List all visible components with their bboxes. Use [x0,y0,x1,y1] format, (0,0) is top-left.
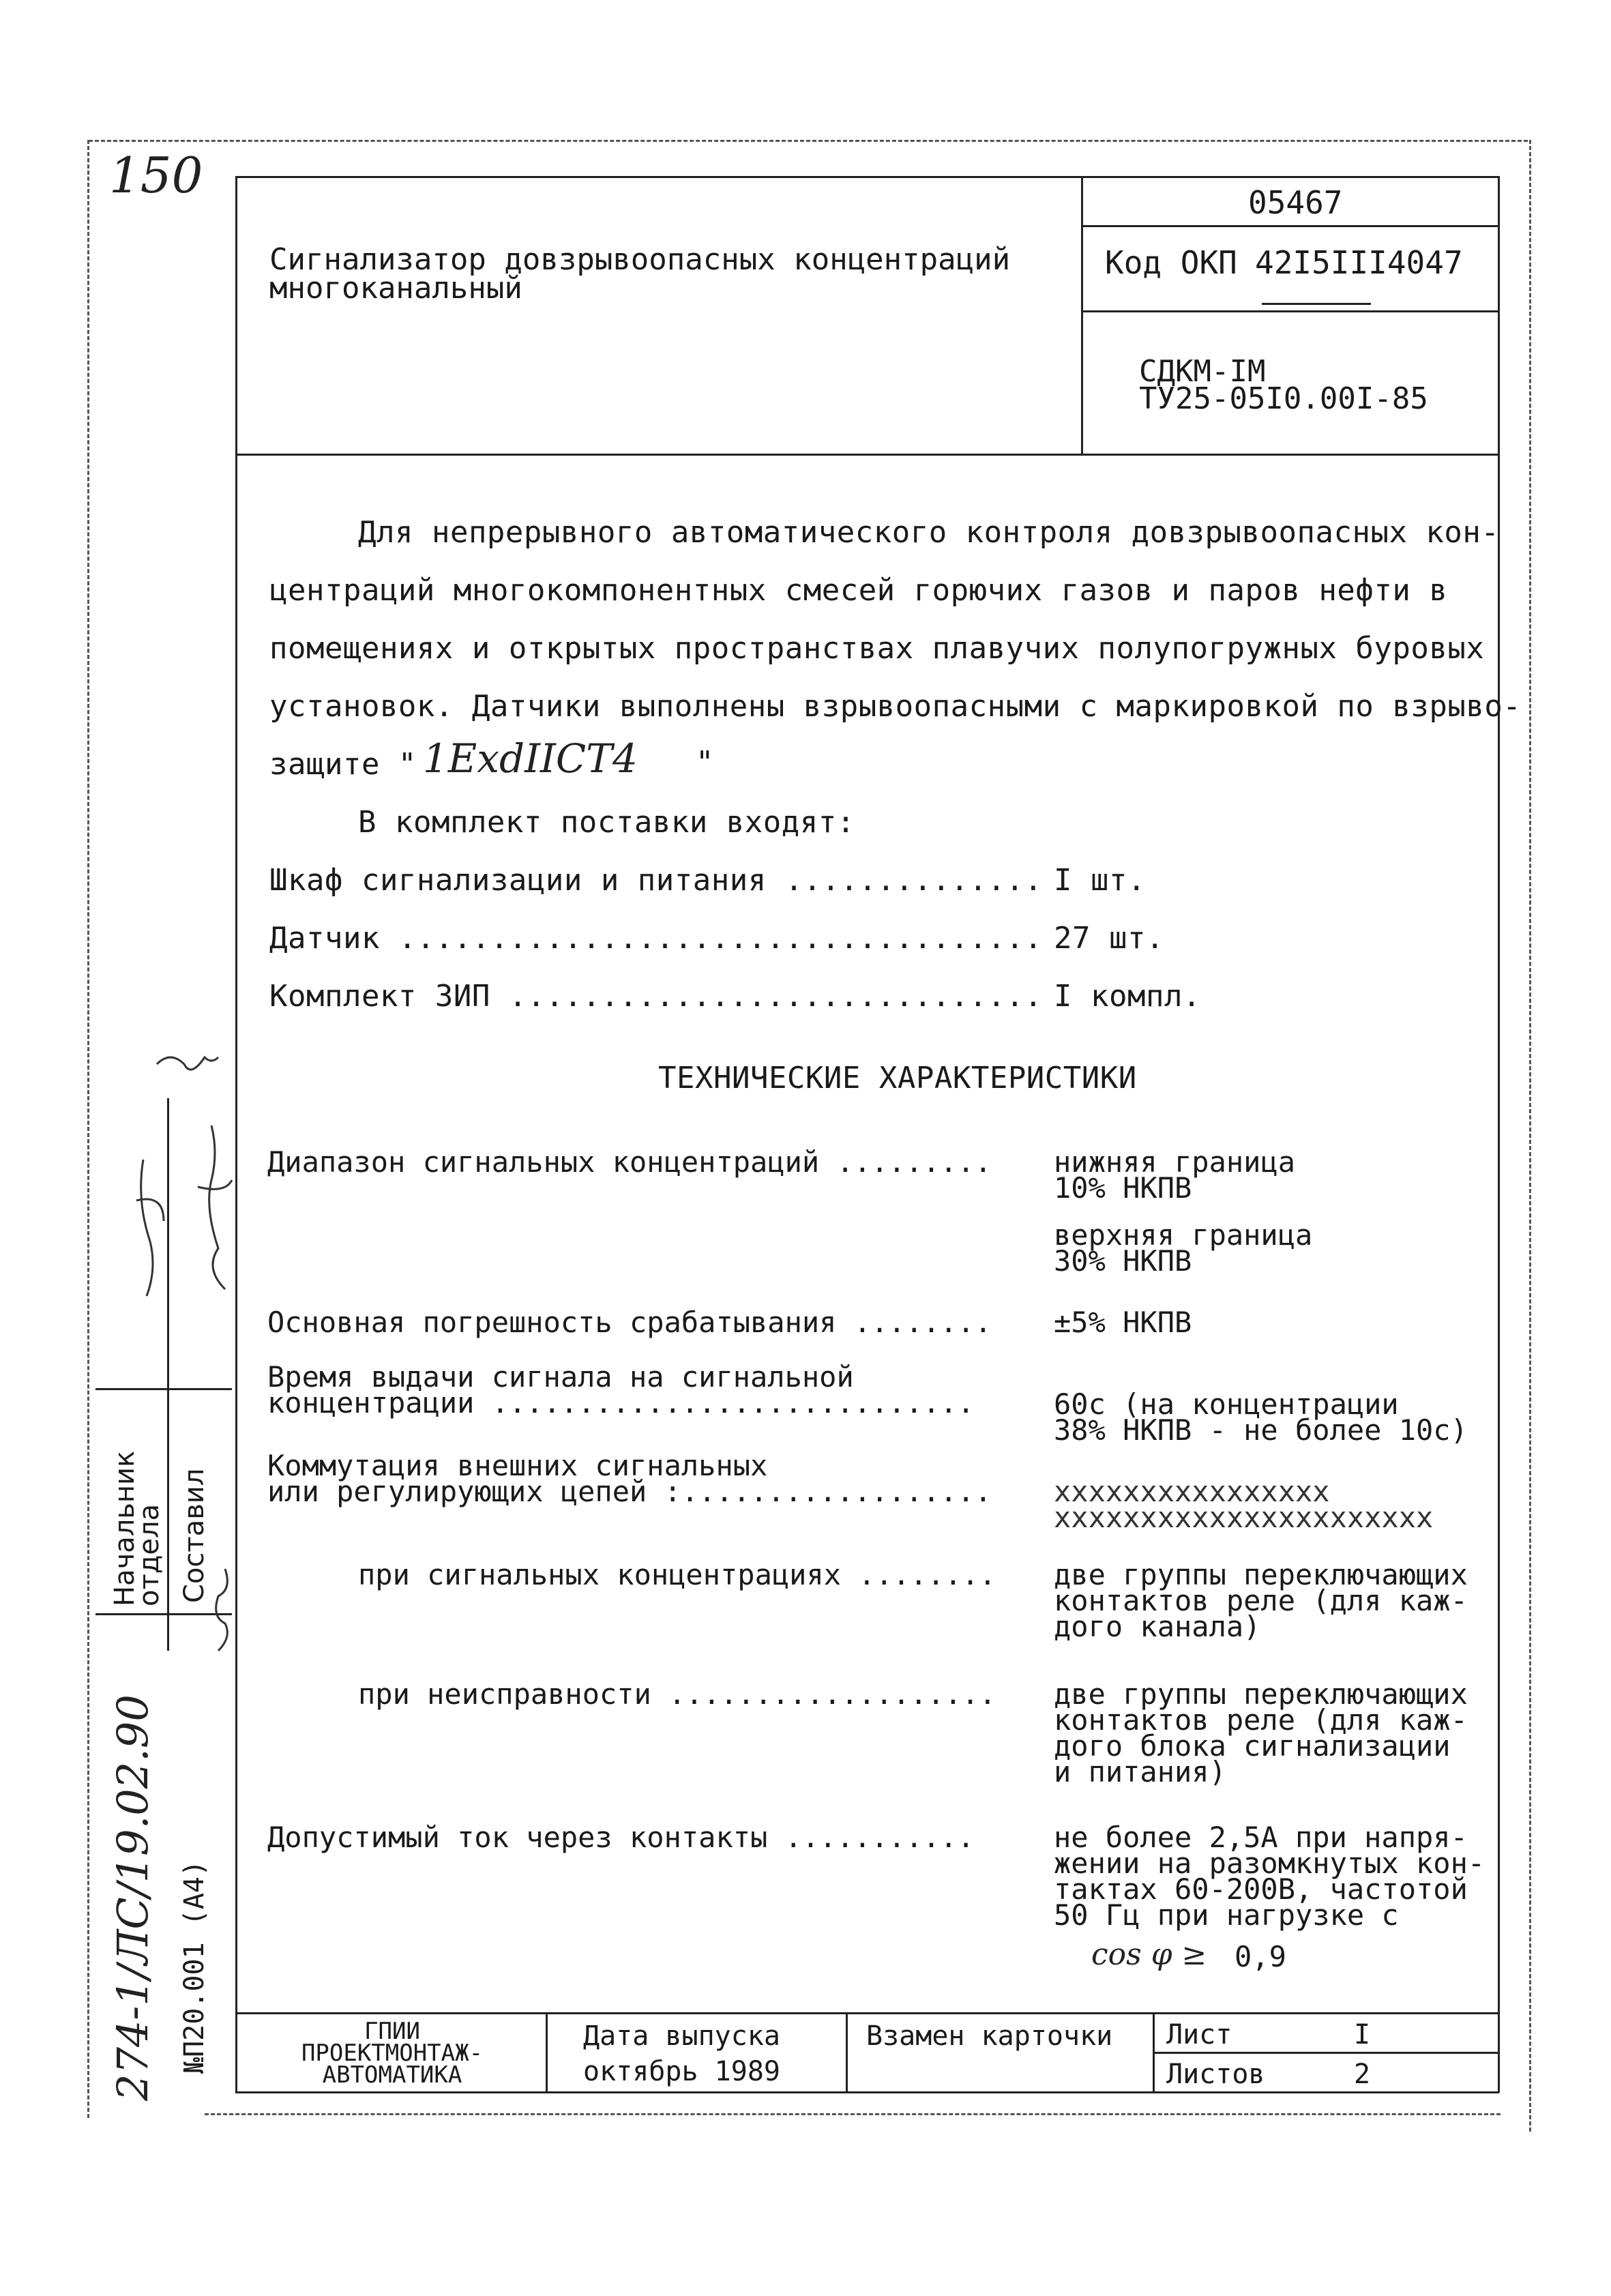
footer-org: ГПИИ ПРОЕКТМОНТАЖ- АВТОМАТИКА [301,2018,484,2089]
spec-time-value: 60с (на концентрации 38% НКПВ - не более 10с) [1054,1387,1468,1447]
spec-range-upper: верхняя граница 30% НКПВ [1054,1218,1313,1278]
page-number: 150 [109,147,203,204]
footer-replaces-label: Взамен карточки [866,2020,1113,2052]
kit-item-cabinet [269,863,1043,898]
spec-fault-value: две группы переключающих контактов реле (для каж- дого блока сигнализации и питания) [1054,1677,1468,1789]
footer-date-value: октябрь 1989 [583,2056,780,2087]
spec-switching-value: xxxxxxxxxxxxxxxx xxxxxxxxxxxxxxxxxxxxxx [1054,1475,1434,1534]
footer-div-2 [846,2012,848,2091]
frame-bottom [235,2091,1499,2093]
protection-prefix: защите " [269,747,417,782]
right-border [1529,140,1531,2132]
okp-label: Код ОКП [1105,244,1237,281]
specs-title: ТЕХНИЧЕСКИЕ ХАРАКТЕРИСТИКИ [658,1061,1137,1095]
spec-error-value: ±5% НКПВ [1054,1306,1192,1339]
product-name: Сигнализатор довзрывоопасных концентраций многоканальный [269,242,1011,306]
kit-item-dots: .............. [766,863,1043,898]
document-code: 05467 [1248,184,1343,221]
kit-item-dots: ................................... [379,921,1043,956]
kit-item-spares [269,979,1043,1014]
model-name: СДКМ-IM [1139,354,1266,389]
footer-sheet-label: Лист [1166,2019,1232,2050]
margin-handwritten-note: 274-1/ЛС/19.02.90 [108,1694,158,2101]
intro-line-4: установок. Датчики выполнены взрывоопасными с маркировкой по взрыво- [269,689,1522,724]
intro-line-1: Для непрерывного автоматического контроля довзрывоопасных кон- [358,515,1500,550]
header-divider [1081,176,1083,456]
frame-right [1498,176,1500,2093]
spec-error-label: Основная погрешность срабатывания ........ [267,1306,992,1339]
signatures-drawing [95,1023,252,1773]
footer-sheets-value: 2 [1354,2059,1371,2090]
spec-fault-label: при неисправности ................... [358,1677,996,1711]
left-border [87,140,89,2118]
spec-signal-label: при сигнальных концентрациях ........ [358,1558,996,1591]
kit-item-spares-qty: I компл. [1054,979,1201,1014]
kit-item-dots: ............................. [490,979,1043,1014]
okp-value: 42I5III4047 [1255,244,1463,281]
protection-mark: 1ExdIICT4 [423,735,638,782]
kit-item-name: Комплект ЗИП [269,979,490,1014]
header-okp-rule [1081,310,1499,312]
kit-item-name: Датчик [269,921,380,956]
footer-sheets-label: Листов [1166,2059,1265,2090]
footer-date-label: Дата выпуска [583,2020,780,2052]
kit-item-sensor [269,921,1043,956]
spec-range-lower: нижняя граница 10% НКПВ [1054,1145,1296,1205]
spec-number: ТУ25-05I0.00I-85 [1139,381,1428,416]
top-border [89,140,1528,142]
header-bottom [235,454,1499,456]
kit-title: В комплект поставки входят: [358,805,855,840]
spec-range-label: Диапазон сигнальных концентраций ......... [267,1145,992,1179]
margin-doc-code: №П20.001 (А4) [179,1859,210,2074]
spec-time-label: Время выдачи сигнала на сигнальной концентрации ............................ [267,1360,975,1419]
okp-underline [1262,303,1371,305]
spec-current-value: не более 2,5А при напря- жении на разомкнутых кон- тактах 60-200В, частотой 50 Гц при нагрузке с [1054,1821,1486,1932]
footer-div-1 [546,2012,548,2091]
spec-switching-label: Коммутация внешних сигнальных или регулирующих цепей :.................. [267,1449,992,1508]
spec-current-label: Допустимый ток через контакты ........... [267,1821,975,1854]
kit-item-sensor-qty: 27 шт. [1054,921,1164,956]
kit-item-cabinet-qty: I шт. [1054,863,1146,898]
footer-top [235,2012,1499,2014]
protection-suffix: " [696,745,714,780]
footer-sheet-rule [1153,2052,1499,2054]
margin-compiled: Составил [179,1468,210,1603]
spec-signal-value: две группы переключающих контактов реле (для каж- дого канала) [1054,1558,1468,1643]
bottom-border [205,2113,1501,2115]
intro-line-2: центраций многокомпонентных смесей горючих газов и паров нефти в [269,573,1448,608]
cos-handwritten: cos φ ≥ [1091,1937,1207,1972]
margin-dept-head: Начальник отдела [109,1450,165,1606]
frame-top [235,176,1499,178]
header-code-rule [1081,225,1499,227]
footer-sheet-value: I [1354,2019,1371,2050]
cos-value: 0,9 [1235,1940,1286,1973]
intro-line-3: помещениях и открытых пространствах плавучих полупогружных буровых [269,631,1485,666]
kit-item-name: Шкаф сигнализации и питания [269,863,767,898]
